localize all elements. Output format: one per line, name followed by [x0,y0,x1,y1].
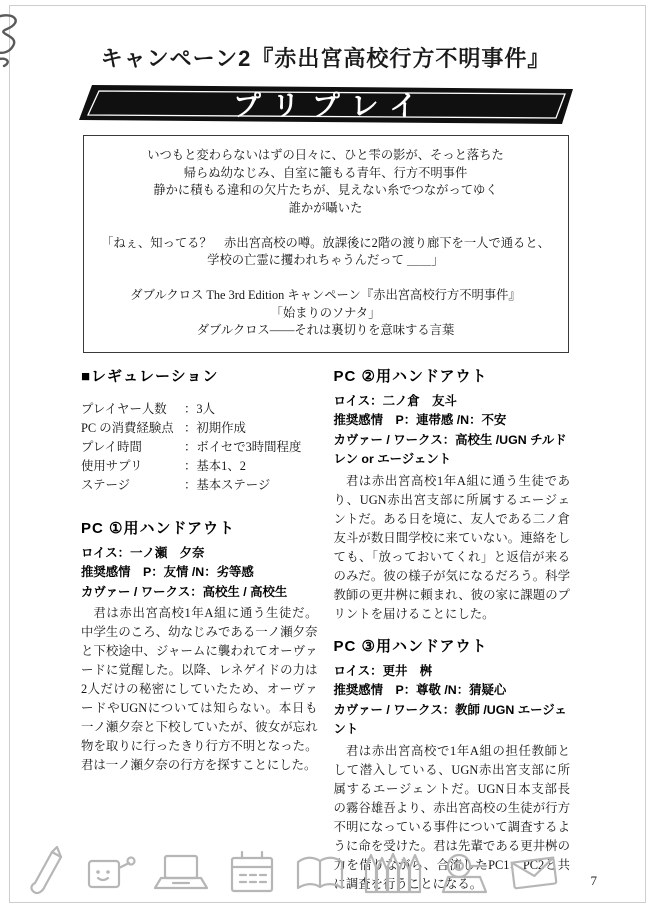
intro-line [92,217,560,235]
right-column [334,367,571,894]
regulation-row [81,457,318,476]
handout-body: 君は赤出宮高校で1年A組の担任教師として潜入している、UGN赤出宮支部に所属するエージェントだ。UGN日本支部長の霧谷雄吾より、赤出宮高校の生徒が行方不明になっている事件について調査するように命を受けた。君は先輩である更井桝の力を借りながら、合流したPC1、PC2と共に調査を行うことになる。 [333,743,570,891]
handout-lois: ロイス：一ノ瀬 夕奈 [81,545,205,560]
handout-emotion: 推奨感情 P：連帯感 /N：不安 [333,413,507,427]
page-title: キャンペーン2『赤出宮高校行方不明事件』 [100,46,551,71]
colored-pencils-icon [363,849,423,895]
regulation-label: ステージ [81,477,131,492]
regulation-value: ：3人 [184,401,215,416]
regulation-row [81,476,318,495]
intro-line: 静かに積もる違和の欠片たちが、見えない糸でつながってゆく [153,183,498,197]
regulation-label: PC の消費経験点 [81,420,174,435]
handout-pc2 [334,367,571,624]
two-column-layout [81,367,570,894]
pencil-sharpener-icon [84,849,138,895]
intro-line: 「ねぇ、知ってる？ 赤出宮高校の噂。放課後に2階の渡り廊下を一人で通ると、 [101,235,550,250]
intro-line [92,270,560,288]
regulation-row [81,400,318,419]
corner-doodle-icon [0,8,30,70]
laptop-icon [153,853,211,895]
handout-cover: カヴァー / ワークス：高校生 / 高校生 [81,584,288,599]
regulation-label: プレイヤー人数 [81,401,167,416]
regulation-value: ：基本ステージ [184,477,271,492]
handout-heading: PC ①用ハンドアウト [81,519,236,537]
handout-body: 君は赤出宮高校1年A組に通う生徒であり、UGN赤出宮支部に所属するエージェントだ。ある日を境に、友人である二ノ倉友斗が数日間学校に来ていない。連絡をしても、「放っておいてくれ」と返信が来るのみだ。彼の様子が気になるだろう。科学教師の更井桝に頼まれ、彼の家に課題のプリントを届けることにした。 [333,473,570,621]
handout-lois: ロイス：更井 桝 [333,663,433,678]
regulation-row [81,438,318,457]
open-book-icon [293,851,347,895]
calendar-icon [227,849,277,895]
tape-dispenser-icon [438,851,490,895]
preplay-banner [79,85,573,125]
intro-line: 学校の亡霊に攫われちゃうんだって ＿＿」 [207,253,444,267]
regulation-value: ：ボイセで3時間程度 [184,439,302,454]
handout-lois: ロイス：二ノ倉 友斗 [333,393,457,408]
handout-emotion: 推奨感情 P：友情 /N：劣等感 [81,565,254,579]
intro-line: いつもと変わらないはずの日々に、ひと雫の影が、そっと落ちた [147,148,504,162]
page-number: 7 [590,873,597,888]
regulation-heading: ■レギュレーション [81,367,219,385]
handout-pc1 [81,519,318,776]
intro-line: ダブルクロス The 3rd Edition キャンペーン『赤出宮高校行方不明事件』 [130,288,521,302]
left-column [81,367,318,894]
handout-heading: PC ③用ハンドアウト [333,637,488,655]
regulation-value: ：基本1、2 [184,458,246,473]
envelope-icon [506,851,562,895]
handout-body: 君は赤出宮高校1年A組に通う生徒だ。中学生のころ、幼なじみである一ノ瀬夕奈と下校途中、ジャームに襲われてオーヴァードに覚醒した。以降、レネゲイドの力は2人だけの秘密にしていたため、オーヴァードやUGNについては知らない。本日も一ノ瀬夕奈と下校していたが、彼女が忘れ物を取りに行ったきり行方不明となった。君は一ノ瀬夕奈の行方を探すことにした。 [81,606,318,772]
intro-line: ダブルクロス――それは裏切りを意味する言葉 [196,323,455,337]
handout-cover: カヴァー / ワークス：高校生 /UGN チルドレン or エージェント [333,432,567,466]
handout-heading: PC ②用ハンドアウト [333,367,488,385]
regulation-label: 使用サプリ [81,458,143,473]
footer-icon-strip [28,845,562,895]
brush-pen-icon [28,845,68,895]
page-footer [26,845,625,897]
intro-line: 「始まりのソナタ」 [270,305,381,320]
regulation-row [81,419,318,438]
intro-line: 帰らぬ幼なじみ、自室に籠もる青年、行方不明事件 [183,165,468,180]
regulation-value: ：初期作成 [184,420,246,435]
intro-line: 誰かが囁いた [288,200,363,215]
banner-label: プリプレイ [232,90,429,121]
intro-box [83,135,569,353]
regulation-label: プレイ時間 [81,439,142,454]
handout-cover: カヴァー / ワークス：教師 /UGN エージェント [333,702,567,736]
regulation-table [81,400,318,495]
handout-emotion: 推奨感情 P：尊敬 /N：猜疑心 [333,683,507,697]
